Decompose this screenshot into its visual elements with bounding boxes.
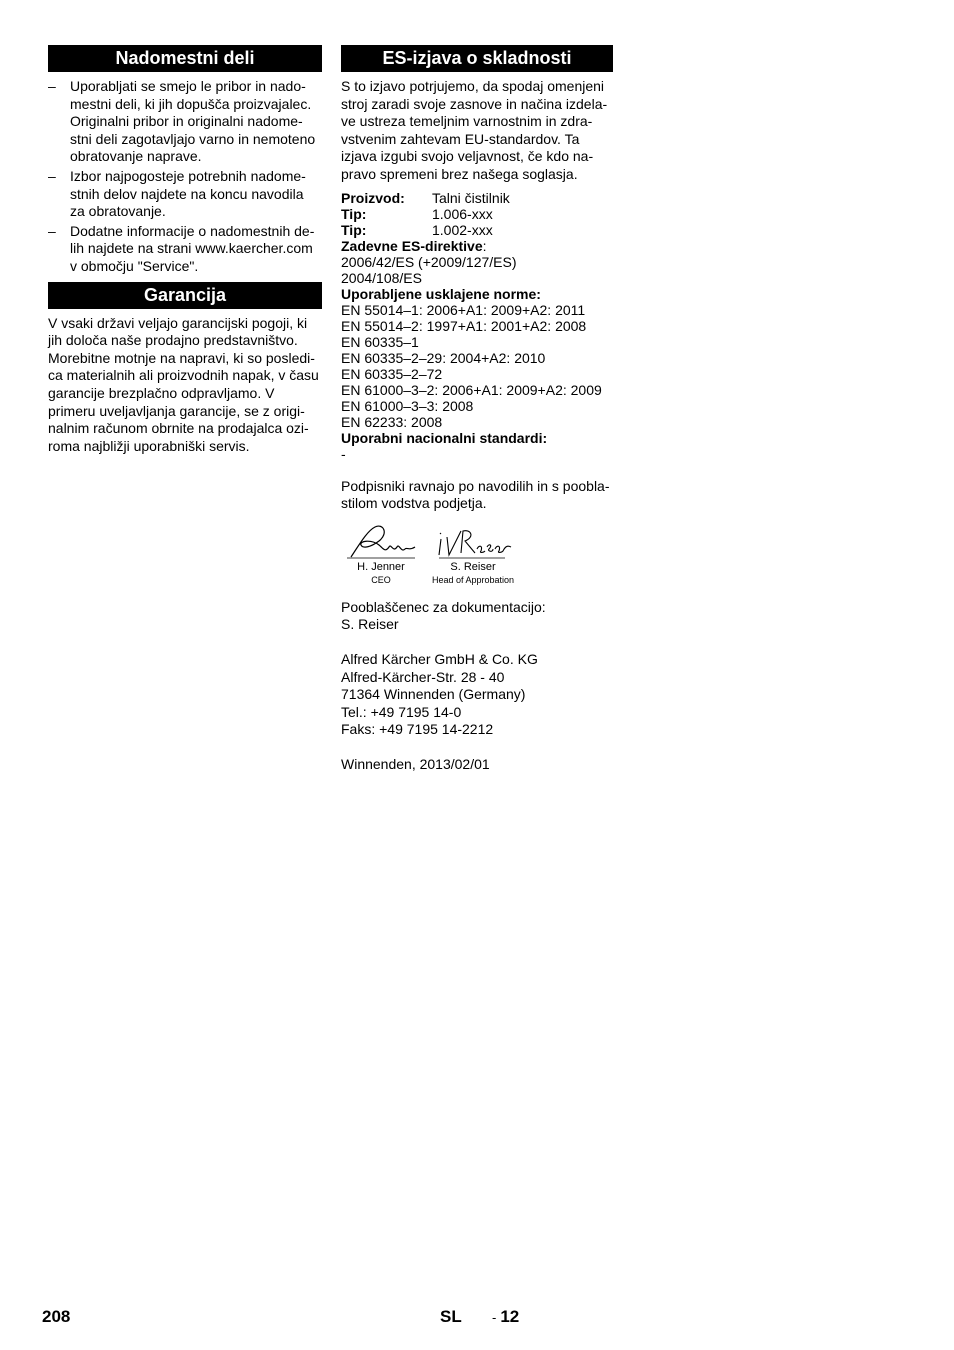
place-date: Winnenden, 2013/02/01 <box>341 755 490 772</box>
list-item: – Dodatne informacije o nadomestnih de-lih najdete na strani www.kaercher.com v območju "Service". <box>48 222 315 274</box>
right-column <box>341 45 613 774</box>
warranty-text: V vsaki državi veljajo garancijski pogoji, ki jih določa naše prodajno predstavništvo. Morebitne motnje na napravi, ki so posledi-ca materialnih ali proizvodnih napak, v času garancije brezplačno odpravljamo. V primeru uveljavljanja garancije, se z origi-nalnim računom obrnite na prodajalca ozi-roma najbližji uporabniški servis. <box>48 314 319 454</box>
type-row <box>341 206 613 222</box>
list-item: – Izbor najpogosteje potrebnih nadome-stnih delov najdete na koncu navodila za obratovanje. <box>48 167 306 220</box>
norm-item: EN 55014–1: 2006+A1: 2009+A2: 2011 <box>341 301 586 318</box>
list-item-text: Uporabljati se smejo le pribor in nado-mestni deli, ki jih dopušča proizvajalec. Originalni pribor in originalni nadome-stni deli zagotavljajo varno in nemoteno obratovanje naprave. <box>70 78 316 165</box>
type-value: 1.006-xxx <box>432 205 493 222</box>
norm-item: EN 60335–1 <box>341 333 419 350</box>
list-item-text: Dodatne informacije o nadomestnih de-lih najdete na strani www.kaercher.com v območju "Service". <box>70 222 315 274</box>
signature-jenner <box>345 523 417 586</box>
page-separator: - <box>492 1310 497 1325</box>
norm-item: EN 60335–2–72 <box>341 365 443 382</box>
product-specs <box>341 190 613 462</box>
sub-page-number <box>492 1307 519 1327</box>
signature-title: Head of Approbation <box>431 574 515 585</box>
signature-name: S. Reiser <box>450 560 496 573</box>
signature-block <box>341 523 613 593</box>
product-value: Talni čistilnik <box>432 189 510 206</box>
national-standards-label: Uporabni nacionalni standardi: <box>341 429 548 446</box>
signature-title: CEO <box>371 574 391 585</box>
doc-representative-label: Pooblaščenec za dokumentacijo: <box>341 598 546 615</box>
norm-item: EN 62233: 2008 <box>341 413 443 430</box>
norm-item: EN 60335–2–29: 2004+A2: 2010 <box>341 349 546 366</box>
spare-parts-heading: Nadomestni deli <box>48 45 322 72</box>
company-line: Alfred-Kärcher-Str. 28 - 40 <box>341 668 505 685</box>
norm-item: EN 61000–3–3: 2008 <box>341 397 474 414</box>
directive-item: 2004/108/ES <box>341 269 422 286</box>
company-line: Tel.: +49 7195 14-0 <box>341 703 462 720</box>
signatories-text: Podpisniki ravnajo po navodilih in s poobla-stilom vodstva podjetja. <box>341 477 610 512</box>
language-code: SL <box>440 1307 462 1326</box>
directives-label: Zadevne ES-direktive <box>341 237 483 254</box>
directive-item: 2006/42/ES (+2009/127/ES) <box>341 253 517 270</box>
warranty-heading: Garancija <box>48 282 322 309</box>
declaration-heading: ES-izjava o skladnosti <box>341 45 613 72</box>
signature-reiser <box>427 523 519 586</box>
type-label: Tip: <box>341 221 367 238</box>
list-item-text: Izbor najpogosteje potrebnih nadome-stnih delov najdete na koncu navodila za obratovanje. <box>70 167 306 220</box>
declaration-intro: S to izjavo potrjujemo, da spodaj omenjeni stroj zaradi svoje zasnove in načina izdela-ve ustreza temeljnim varnostnim in zdra-vstvenim zahtevam EU-standardov. Ta izjava izgubi svojo veljavnost, če kdo na-pravo spremeni brez našega soglasja. <box>341 78 608 182</box>
company-line: 71364 Winnenden (Germany) <box>341 686 526 703</box>
company-line: Faks: +49 7195 14-2212 <box>341 721 494 738</box>
left-column <box>48 45 322 455</box>
handwritten-signature-icon <box>427 523 519 561</box>
product-row <box>341 190 613 206</box>
sub-page-value: 12 <box>500 1307 520 1326</box>
directives-label-row: Zadevne ES-direktive: <box>341 237 487 254</box>
handwritten-signature-icon <box>345 523 417 561</box>
company-line: Alfred Kärcher GmbH & Co. KG <box>341 650 538 667</box>
page-number: 208 <box>42 1307 71 1326</box>
type-value: 1.002-xxx <box>432 221 493 238</box>
type-label: Tip: <box>341 205 367 222</box>
norm-item: EN 61000–3–2: 2006+A1: 2009+A2: 2009 <box>341 381 602 398</box>
list-item: – Uporabljati se smejo le pribor in nado-mestni deli, ki jih dopušča proizvajalec. Originalni pribor in originalni nadome-stni deli zagotavljajo varno in nemoteno obratovanje naprave. <box>48 78 316 165</box>
type-row <box>341 222 613 238</box>
product-label: Proizvod: <box>341 189 405 206</box>
spare-parts-list <box>48 78 322 276</box>
norms-label: Uporabljene usklajene norme: <box>341 285 541 302</box>
norm-item: EN 55014–2: 1997+A1: 2001+A2: 2008 <box>341 317 587 334</box>
doc-representative-name: S. Reiser <box>341 616 399 633</box>
signature-name: H. Jenner <box>357 560 405 573</box>
national-standards-value: - <box>341 445 346 462</box>
